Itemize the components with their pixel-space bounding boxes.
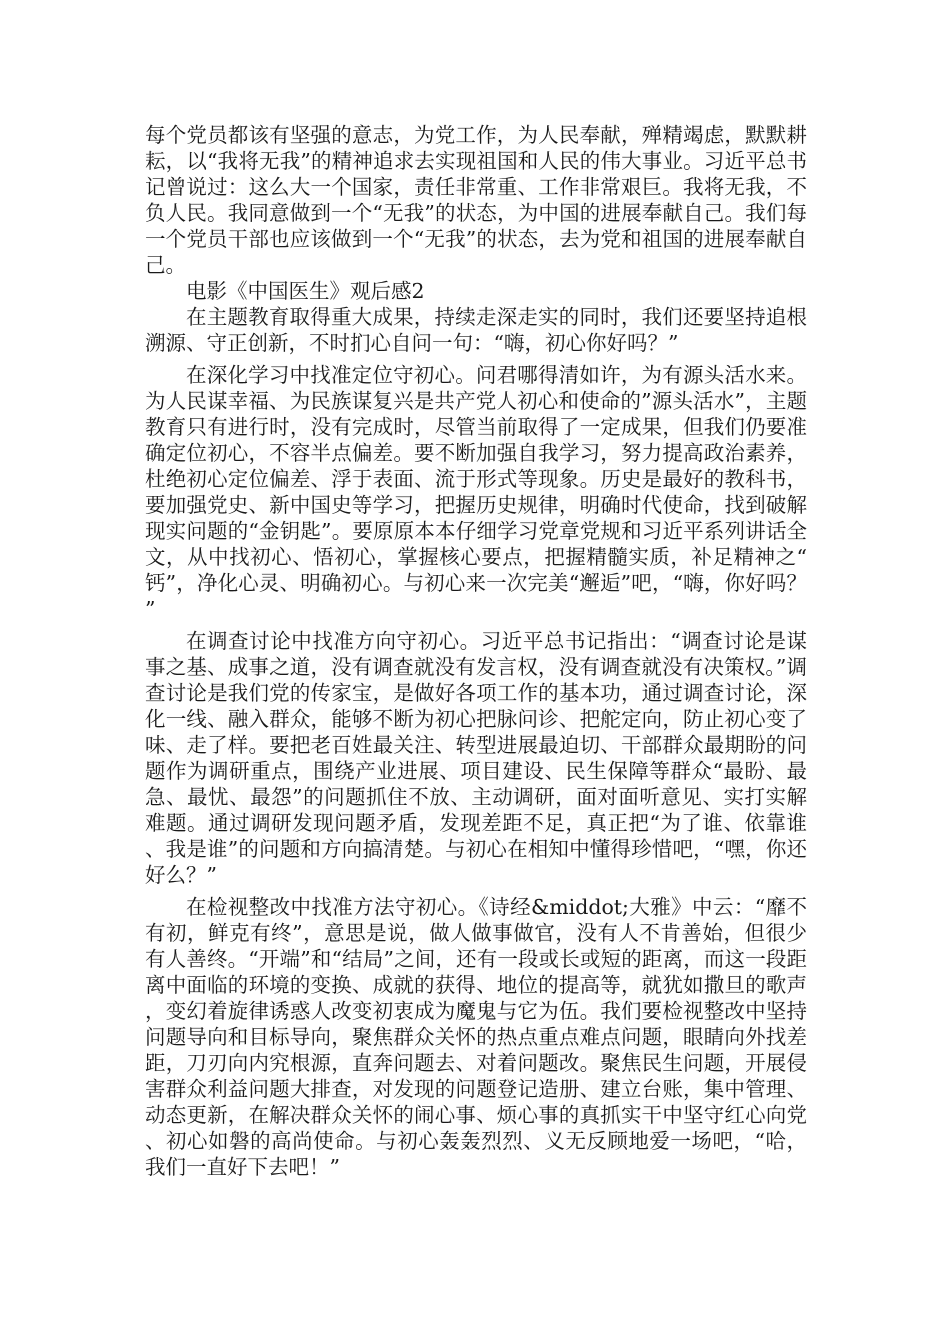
paragraph-study: 在深化学习中找准定位守初心。问君哪得清如许，为有源头活水来。为人民谋幸福、为民族谋复兴是共产党人初心和使命的”源头活水”，主题教育只有进行时，没有完成时，尽管当前取得了一定成果，但我们仍要准确定位初心，不容半点偏差。要不断加强自我学习，努力提高政治素养，杜绝初心定位偏差、浮于表面、流于形式等现象。历史是最好的教科书，要加强党史、新中国史等学习，把握历史规律，明确时代使命，找到破解现实问题的“金钥匙”。要原原本本仔细学习党章党规和习近平系列讲话全文，从中找初心、悟初心，掌握核心要点，把握精髓实质，补足精神之“钙”，净化心灵、明确初心。与初心来一次完美“邂逅”吧，“嗨，你好吗？” (145, 363, 807, 621)
paragraph-rectification: 在检视整改中找准方法守初心。《诗经&middot;大雅》中云：“靡不有初，鲜克有终”，意思是说，做人做事做官，没有人不肯善始，但很少有人善终。“开端”和“结局”之间，还有一段或长或短的距离，而这一段距离中面临的环境的变换、成就的获得、地位的提高等，就犹如撒旦的歌声，变幻着旋律诱惑人改变初衷成为魔鬼与它为伍。我们要检视整改中坚持问题导向和目标导向，聚焦群众关怀的热点重点难点问题，眼睛向外找差距，刀刃向内究根源，直奔问题去、对着问题改。聚焦民生问题，开展侵害群众利益问题大排查，对发现的问题登记造册、建立台账，集中管理、动态更新，在解决群众关怀的闹心事、烦心事的真抓实干中坚守红心向党、初心如磐的高尚使命。与初心轰轰烈烈、义无反顾地爱一场吧，“哈，我们一直好下去吧！” (145, 895, 807, 1179)
paragraph-continuation: 每个党员都该有坚强的意志，为党工作，为人民奉献，殚精竭虑，默默耕耘，以“我将无我”的精神追求去实现祖国和人民的伟大事业。习近平总书记曾说过：这么大一个国家，责任非常重、工作非常艰巨。我将无我，不负人民。我同意做到一个“无我”的状态，为中国的进展奉献自己。我们每一个党员干部也应该做到一个“无我”的状态，去为党和祖国的进展奉献自己。 (145, 123, 807, 277)
section-heading: 电影《中国医生》观后感2 (186, 279, 425, 303)
document-body (145, 122, 807, 1180)
paragraph-research: 在调查讨论中找准方向守初心。习近平总书记指出：“调查讨论是谋事之基、成事之道，没有调查就没有发言权，没有调查就没有决策权。”调查讨论是我们党的传家宝，是做好各项工作的基本功，通过调查讨论，深化一线、融入群众，能够不断为初心把脉问诊、把舵定向，防止初心变了味、走了样。要把老百姓最关注、转型进展最迫切、干部群众最期盼的问题作为调研重点，围绕产业进展、项目建设、民生保障等群众“最盼、最急、最忧、最怨”的问题抓住不放、主动调研，面对面听意见、实打实解难题。通过调研发现问题矛盾，发现差距不足，真正把“为了谁、依靠谁、我是谁”的问题和方向搞清楚。与初心在相知中懂得珍惜吧，“嘿，你还好么？” (145, 629, 807, 887)
paragraph-intro: 在主题教育取得重大成果，持续走深走实的同时，我们还要坚持追根溯源、守正创新，不时扪心自问一句：“嗨，初心你好吗？” (145, 305, 807, 355)
